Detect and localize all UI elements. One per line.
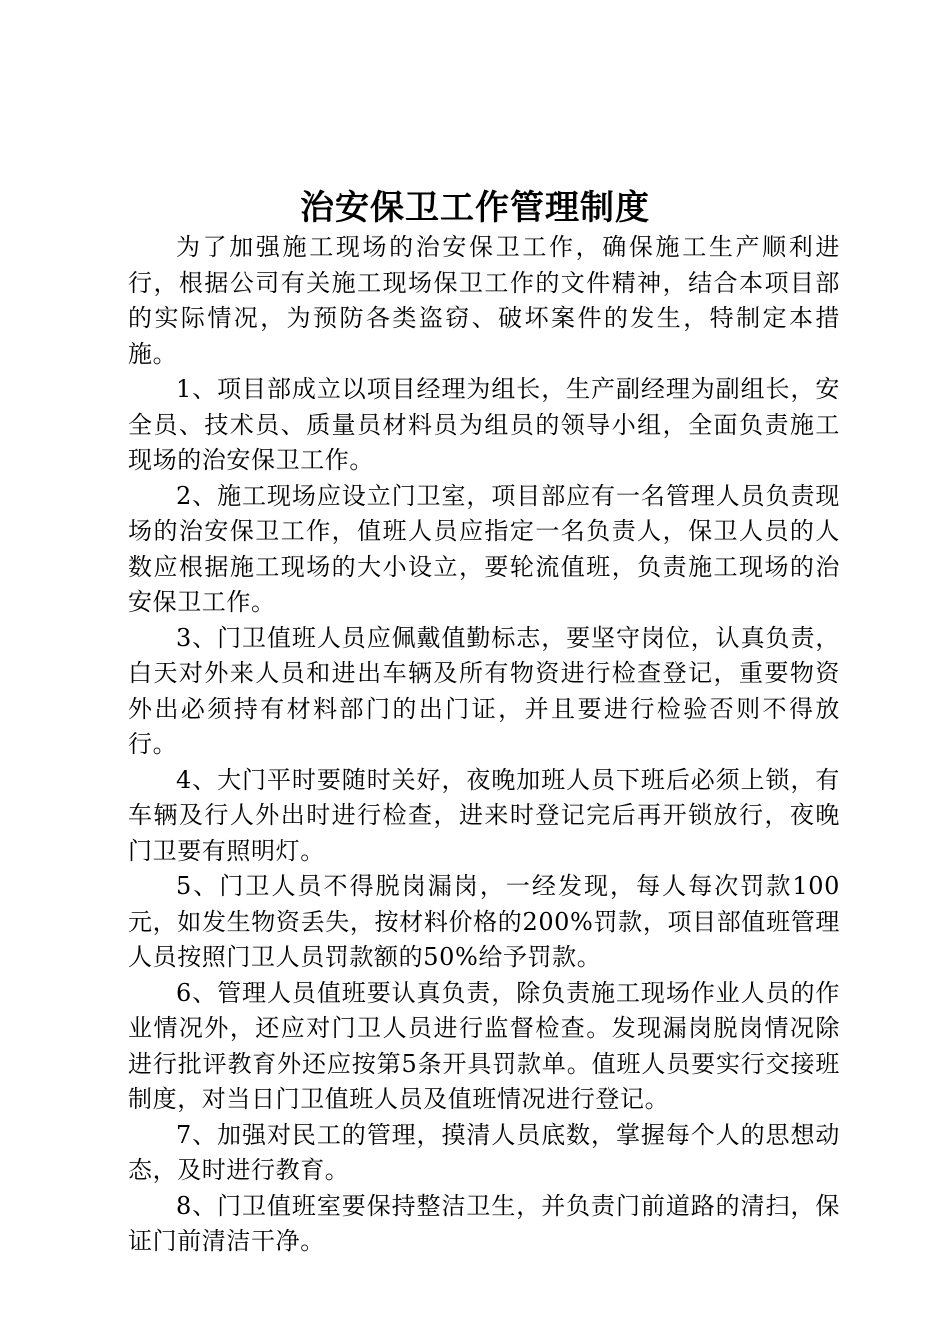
rule-1-paragraph: 1、项目部成立以项目经理为组长，生产副经理为副组长，安全员、技术员、质量员材料员为组员的领导小组，全面负责施工现场的治安保卫工作。 (128, 375, 840, 474)
rule-7-paragraph: 7、加强对民工的管理，摸清人员底数，掌握每个人的思想动态，及时进行教育。 (128, 1120, 840, 1184)
rule-5-paragraph: 5、门卫人员不得脱岗漏岗，一经发现，每人每次罚款100元，如发生物资丢失，按材料价格的200%罚款，项目部值班管理人员按照门卫人员罚款额的50%给予罚款。 (128, 872, 840, 971)
document-title: 治安保卫工作管理制度 (300, 188, 650, 228)
rule-8-paragraph: 8、门卫值班室要保持整洁卫生，并负责门前道路的清扫，保证门前清洁干净。 (128, 1191, 840, 1255)
document-body (128, 230, 840, 1260)
intro-paragraph: 为了加强施工现场的治安保卫工作，确保施工生产顺利进行，根据公司有关施工现场保卫工作的文件精神，结合本项目部的实际情况，为预防各类盗窃、破坏案件的发生，特制定本措施。 (128, 233, 840, 368)
rule-3-paragraph: 3、门卫值班人员应佩戴值勤标志，要坚守岗位，认真负责，白天对外来人员和进出车辆及所有物资进行检查登记，重要物资外出必须持有材料部门的出门证，并且要进行检验否则不得放行。 (128, 623, 840, 758)
rule-6-paragraph: 6、管理人员值班要认真负责，除负责施工现场作业人员的作业情况外，还应对门卫人员进行监督检查。发现漏岗脱岗情况除进行批评教育外还应按第5条开具罚款单。值班人员要实行交接班制度，对当日门卫值班人员及值班情况进行登记。 (128, 978, 840, 1113)
rule-4-paragraph: 4、大门平时要随时关好，夜晚加班人员下班后必须上锁，有车辆及行人外出时进行检查，进来时登记完后再开锁放行，夜晚门卫要有照明灯。 (128, 765, 840, 865)
rule-2-paragraph: 2、施工现场应设立门卫室，项目部应有一名管理人员负责现场的治安保卫工作，值班人员应指定一名负责人，保卫人员的人数应根据施工现场的大小设立，要轮流值班，负责施工现场的治安保卫工作。 (128, 481, 840, 616)
